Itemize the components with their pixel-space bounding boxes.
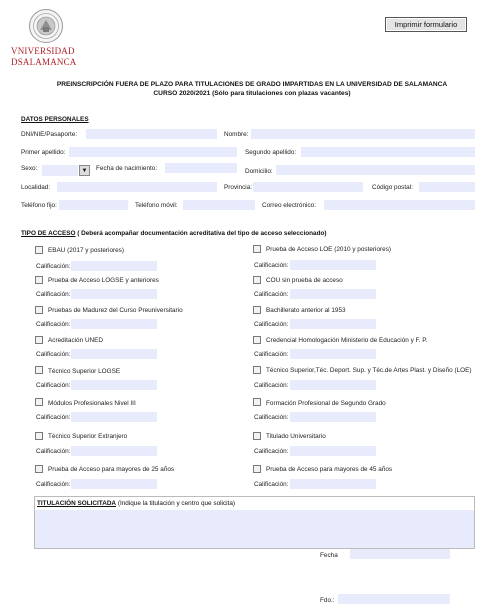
option-credencial-label: Credencial Homologación Ministerio de Educación y F. P. xyxy=(266,337,428,344)
calificacion-credencial-field[interactable] xyxy=(290,349,376,359)
correo-field[interactable] xyxy=(324,200,475,210)
section-heading-acceso xyxy=(21,230,327,237)
calificacion-label: Calificación: xyxy=(36,382,71,389)
checkbox-ebau[interactable] xyxy=(35,246,43,254)
titulacion-field[interactable] xyxy=(35,510,474,548)
checkbox-credencial[interactable] xyxy=(253,336,261,344)
calificacion-cou-field[interactable] xyxy=(290,289,376,299)
calificacion-label: Calificación: xyxy=(36,481,71,488)
primer-apellido-label: Primer apellido: xyxy=(21,149,66,156)
calificacion-label: Calificación: xyxy=(36,291,71,298)
option-cou-label: COU sin prueba de acceso xyxy=(266,277,343,284)
calificacion-label: Calificación: xyxy=(36,351,71,358)
calificacion-label: Calificación: xyxy=(254,481,289,488)
calificacion-tecnico-logse-field[interactable] xyxy=(71,380,157,390)
codigo-postal-label: Código postal: xyxy=(372,184,413,191)
option-titulado-label: Titulado Universitario xyxy=(266,433,326,440)
option-ebau-label: EBAU (2017 y posteriores) xyxy=(48,247,125,254)
option-bachillerato-label: Bachillerato anterior al 1953 xyxy=(266,307,346,314)
telefono-movil-field[interactable] xyxy=(183,200,255,210)
checkbox-madurez[interactable] xyxy=(35,306,43,314)
option-fp-label: Formación Profesional de Segundo Grado xyxy=(266,400,386,407)
sexo-select[interactable] xyxy=(42,165,78,176)
checkbox-titulado[interactable] xyxy=(253,432,261,440)
domicilio-field[interactable] xyxy=(276,165,475,175)
checkbox-logse[interactable] xyxy=(35,276,43,284)
option-logse-label: Prueba de Acceso LOGSE y anteriores xyxy=(48,277,159,284)
calificacion-label: Calificación: xyxy=(36,321,71,328)
titulacion-heading-main: TITULACIÓN SOLICITADA xyxy=(37,500,117,507)
print-form-button[interactable]: Imprimir formulario xyxy=(385,17,467,32)
segundo-apellido-field[interactable] xyxy=(301,147,475,157)
option-tecnico-loe-label: Técnico Superior,Téc. Deport. Sup. y Téc.de Artes Plast. y Diseño (LOE) xyxy=(266,367,472,374)
titulacion-heading-note: (Indique la titulación y centro que solicita) xyxy=(116,500,236,507)
checkbox-loe[interactable] xyxy=(253,245,261,253)
firma-field[interactable] xyxy=(338,594,450,604)
option-loe-label: Prueba de Acceso LOE (2010 y posteriores) xyxy=(266,246,392,253)
option-mayores-25-label: Prueba de Acceso para mayores de 25 años xyxy=(48,466,175,473)
nombre-field[interactable] xyxy=(251,129,475,139)
chevron-down-icon[interactable]: ▼ xyxy=(79,165,90,176)
option-madurez-label: Pruebas de Madurez del Curso Preuniversitario xyxy=(48,307,183,314)
provincia-field[interactable] xyxy=(253,182,363,192)
segundo-apellido-label: Segundo apellido: xyxy=(245,149,297,156)
page-subtitle: CURSO 2020/2021 (Sólo para titulaciones con plazas vacantes) xyxy=(153,90,351,97)
section-heading-titulacion xyxy=(37,500,235,507)
checkbox-cou[interactable] xyxy=(253,276,261,284)
primer-apellido-field[interactable] xyxy=(69,147,237,157)
fecha-nacimiento-field[interactable] xyxy=(165,163,237,173)
checkbox-tecnico-loe[interactable] xyxy=(253,366,261,374)
calificacion-label: Calificación: xyxy=(254,448,289,455)
telefono-fijo-label: Teléfono fijo: xyxy=(21,202,57,209)
checkbox-mayores-25[interactable] xyxy=(35,465,43,473)
localidad-field[interactable] xyxy=(57,182,217,192)
calificacion-mayores-25-field[interactable] xyxy=(71,479,157,489)
calificacion-label: Calificación: xyxy=(254,414,289,421)
checkbox-mayores-45[interactable] xyxy=(253,465,261,473)
calificacion-tecnico-loe-field[interactable] xyxy=(290,380,376,390)
calificacion-label: Calificación: xyxy=(36,263,71,270)
option-uned-label: Acreditación UNED xyxy=(48,337,104,344)
telefono-movil-label: Teléfono móvil: xyxy=(135,202,178,209)
option-extranjero-label: Técnico Superior Extranjero xyxy=(48,433,128,440)
calificacion-label: Calificación: xyxy=(254,351,289,358)
checkbox-extranjero[interactable] xyxy=(35,432,43,440)
calificacion-uned-field[interactable] xyxy=(71,349,157,359)
calificacion-label: Calificación: xyxy=(36,414,71,421)
checkbox-tecnico-logse[interactable] xyxy=(35,366,43,374)
sexo-label: Sexo: xyxy=(21,165,38,172)
university-seal-icon xyxy=(28,8,64,44)
calificacion-mayores-45-field[interactable] xyxy=(290,479,376,489)
dni-field[interactable] xyxy=(86,129,217,139)
option-mayores-45-label: Prueba de Acceso para mayores de 45 años xyxy=(266,466,393,473)
calificacion-label: Calificación: xyxy=(254,382,289,389)
fecha-label: Fecha xyxy=(320,552,338,559)
page-title: PREINSCRIPCIÓN FUERA DE PLAZO PARA TITULACIONES DE GRADO IMPARTIDAS EN LA UNIVERSIDAD DE SALAMANCA xyxy=(56,81,448,88)
firma-label: Fdo.: xyxy=(320,597,335,604)
localidad-label: Localidad: xyxy=(21,184,51,191)
option-modulos-label: Módulos Profesionales Nivel III xyxy=(48,400,136,407)
calificacion-madurez-field[interactable] xyxy=(71,319,157,329)
calificacion-ebau-field[interactable] xyxy=(71,261,157,271)
fecha-nacimiento-label: Fecha de nacimiento: xyxy=(96,165,158,172)
telefono-fijo-field[interactable] xyxy=(59,200,128,210)
logo-text-line2: DSALAMANCA xyxy=(11,57,77,67)
section-heading-personal: DATOS PERSONALES xyxy=(21,116,89,123)
calificacion-bachillerato-field[interactable] xyxy=(290,319,376,329)
calificacion-titulado-field[interactable] xyxy=(290,446,376,456)
checkbox-fp-segundo-grado[interactable] xyxy=(253,398,261,406)
calificacion-loe-field[interactable] xyxy=(290,260,376,270)
calificacion-extranjero-field[interactable] xyxy=(71,446,157,456)
calificacion-modulos-field[interactable] xyxy=(71,412,157,422)
acceso-heading-main: TIPO DE ACCESO xyxy=(21,230,76,237)
domicilio-label: Domicilio: xyxy=(245,168,273,175)
acceso-heading-note: ( Deberá acompañar documentación acreditativa del tipo de acceso seleccionado) xyxy=(75,230,327,237)
calificacion-logse-field[interactable] xyxy=(71,289,157,299)
calificacion-label: Calificación: xyxy=(36,448,71,455)
calificacion-label: Calificación: xyxy=(254,262,289,269)
checkbox-uned[interactable] xyxy=(35,336,43,344)
correo-label: Correo electrónico: xyxy=(262,202,316,209)
nombre-label: Nombre: xyxy=(224,131,249,138)
calificacion-fp-field[interactable] xyxy=(290,412,376,422)
calificacion-label: Calificación: xyxy=(254,291,289,298)
provincia-label: Provincia: xyxy=(224,184,253,191)
codigo-postal-field[interactable] xyxy=(419,182,475,192)
checkbox-modulos[interactable] xyxy=(35,398,43,406)
fecha-field[interactable] xyxy=(350,549,450,559)
dni-label: DNI/NIE/Pasaporte: xyxy=(21,131,78,138)
calificacion-label: Calificación: xyxy=(254,321,289,328)
logo-text-line1: VNIVERSIDAD xyxy=(11,46,75,56)
option-tecnico-logse-label: Técnico Superior LOGSE xyxy=(48,368,121,375)
checkbox-bachillerato[interactable] xyxy=(253,306,261,314)
